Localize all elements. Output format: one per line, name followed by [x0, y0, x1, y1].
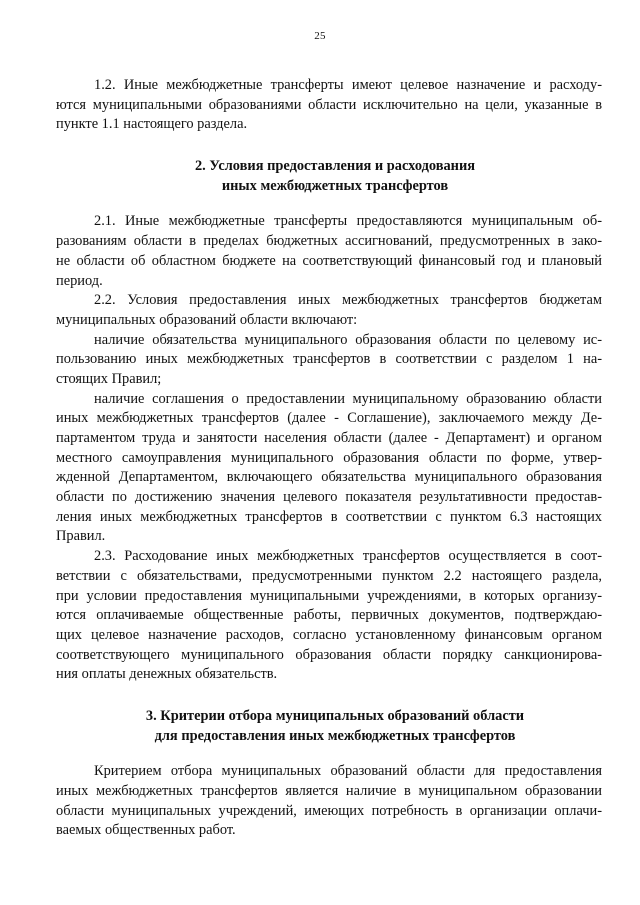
paragraph-2-1: [56, 212, 602, 291]
text-line: щих целевое назначение расходов, согласно установленному финансовым органом: [56, 626, 602, 643]
heading-line: иных межбюджетных трансфертов: [221, 177, 449, 194]
text-line: области муниципальных учреждений, имеющих потребность в организации оплачи-: [56, 802, 602, 819]
text-line: ются оплачиваемые общественные работы, первичных документов, подтверждаю-: [56, 607, 602, 624]
text-line: 2.2. Условия предоставления иных межбюджетных трансфертов бюджетам: [94, 292, 602, 309]
page-content: [56, 76, 602, 841]
text-line: пункте 1.1 настоящего раздела.: [56, 116, 248, 133]
text-line: пользованию иных межбюджетных трансфертов в соответствии с разделом 1 на-: [56, 351, 602, 368]
heading-line: 3. Критерии отбора муниципальных образований области: [145, 707, 525, 724]
text-line: муниципальных образований области включают:: [56, 311, 358, 328]
section-2-heading: [56, 157, 602, 196]
text-line: иных межбюджетных трансфертов является наличие в муниципальном образовании: [56, 783, 602, 799]
text-line: ветствии с обязательствами, предусмотренными пунктом 2.2 настоящего раздела,: [56, 567, 602, 584]
text-line: наличие обязательства муниципального образования области по целевому ис-: [94, 331, 602, 348]
text-line: наличие соглашения о предоставлении муниципальному образованию области: [94, 390, 602, 407]
paragraph-1-2: [56, 76, 602, 135]
text-line: жденной Департаментом, включающего обязательства муниципального образования: [56, 469, 602, 486]
text-line: ния оплаты денежных обязательств.: [56, 666, 278, 683]
paragraph-2-2-item-a: [56, 331, 602, 390]
text-line: разованиям области в пределах бюджетных ассигнований, предусмотренных в зако-: [56, 233, 602, 250]
text-line: при условии предоставления муниципальными учреждениями, в которых организу-: [56, 587, 602, 604]
heading-line: 2. Условия предоставления и расходования: [194, 158, 476, 175]
paragraph-2-2: [56, 291, 602, 330]
paragraph-2-2-item-b: [56, 390, 602, 548]
page-number: 25: [314, 30, 326, 42]
text-line: Правил.: [56, 528, 106, 545]
text-line: 1.2. Иные межбюджетные трансферты имеют целевое назначение и расходу-: [94, 77, 602, 93]
text-line: 2.1. Иные межбюджетные трансферты предоставляются муниципальным об-: [94, 213, 602, 230]
text-line: иных межбюджетных трансфертов (далее - Соглашение), заключаемого между Де-: [56, 410, 602, 427]
text-line: соответствующего муниципального образования области порядку санкционирова-: [56, 646, 602, 663]
text-line: местного самоуправления муниципального образования области по форме, утвер-: [56, 449, 602, 466]
section-3-heading: [56, 707, 602, 746]
text-line: ются муниципальными образованиями области исключительно на цели, указанные в: [56, 96, 602, 113]
text-line: партаментом труда и занятости населения области (далее - Департамент) и органом: [56, 430, 602, 446]
text-line: Критерием отбора муниципальных образований области для предоставления: [94, 763, 602, 780]
paragraph-2-3: [56, 547, 602, 685]
paragraph-3: [56, 762, 602, 841]
text-line: период.: [56, 272, 103, 289]
text-line: 2.3. Расходование иных межбюджетных трансфертов осуществляется в соот-: [94, 548, 602, 565]
text-line: стоящих Правил;: [56, 370, 162, 387]
text-line: ваемых общественных работ.: [56, 822, 236, 839]
text-line: не области об областном бюджете на соответствующий финансовый год и плановый: [56, 252, 602, 269]
text-line: ления иных межбюджетных трансфертов в соответствии с пунктом 6.3 настоящих: [56, 508, 602, 525]
text-line: области по достижению значения целевого показателя результативности предостав-: [56, 489, 602, 506]
heading-line: для предоставления иных межбюджетных трансфертов: [154, 727, 516, 744]
